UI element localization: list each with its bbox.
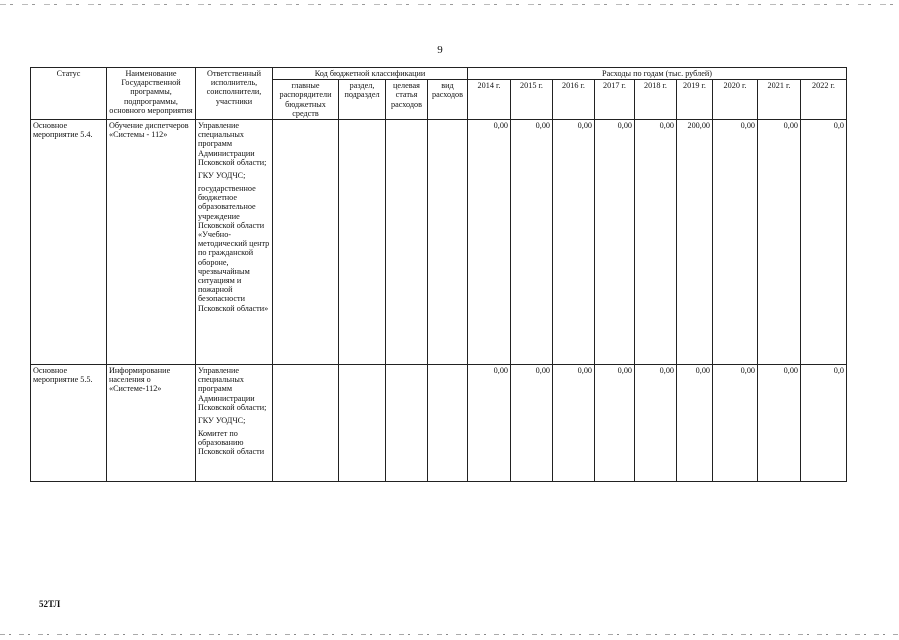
cell-expense: 0,00 [595, 119, 635, 364]
cell-expense: 0,0 [801, 119, 847, 364]
header-year: 2017 г. [595, 80, 635, 120]
cell-expense: 0,00 [553, 364, 595, 481]
cell-expense: 0,00 [713, 364, 758, 481]
header-name: Наименование Государственной программы, подпрограммы, основного мероприятия [107, 68, 196, 120]
header-year: 2014 г. [468, 80, 511, 120]
header-budget-code-group: Код бюджетной классификации [273, 68, 468, 80]
header-year: 2018 г. [635, 80, 677, 120]
header-row-1 [31, 68, 847, 80]
executor-text: Управление специальных программ Администрации Псковской области; [198, 365, 267, 412]
cell-expense: 0,00 [758, 119, 801, 364]
header-year: 2015 г. [511, 80, 553, 120]
header-year: 2022 г. [801, 80, 847, 120]
table-row [31, 364, 847, 481]
cell-code-section [339, 364, 386, 481]
cell-code-type [428, 119, 468, 364]
cell-expense: 0,00 [713, 119, 758, 364]
cell-code-target [386, 119, 428, 364]
executor-text: ГКУ УОДЧС; [198, 415, 246, 425]
executor-text: Управление специальных программ Администрации Псковской области; [198, 120, 267, 167]
cell-executors [196, 364, 273, 481]
cell-code-target [386, 364, 428, 481]
page-number: 9 [437, 44, 443, 56]
cell-expense: 0,00 [511, 119, 553, 364]
scan-edge-bottom [0, 634, 899, 635]
cell-expense: 0,00 [511, 364, 553, 481]
executor-text: Комитет по образованию Псковской области [198, 429, 265, 457]
header-status: Статус [31, 68, 107, 120]
cell-expense: 0,00 [635, 364, 677, 481]
cell-code-grbs [273, 119, 339, 364]
scan-edge-top [0, 4, 899, 5]
cell-name: Обучение диспетчеров «Системы - 112» [107, 119, 196, 364]
header-code-type: вид расходов [428, 80, 468, 120]
header-code-section: раздел, подраздел [339, 80, 386, 120]
cell-code-grbs [273, 364, 339, 481]
cell-code-section [339, 119, 386, 364]
cell-code-type [428, 364, 468, 481]
cell-expense: 0,00 [553, 119, 595, 364]
header-code-target: целевая статья расходов [386, 80, 428, 120]
cell-expense: 0,00 [758, 364, 801, 481]
header-year: 2019 г. [677, 80, 713, 120]
cell-name: Информирование населения о «Системе-112» [107, 364, 196, 481]
executor-text: ГКУ УОДЧС; [198, 170, 246, 180]
header-expenses-group: Расходы по годам (тыс. рублей) [468, 68, 847, 80]
cell-status: Основное мероприятие 5.4. [31, 119, 107, 364]
cell-status: Основное мероприятие 5.5. [31, 364, 107, 481]
cell-expense: 0,00 [468, 364, 511, 481]
cell-expense: 0,00 [595, 364, 635, 481]
cell-expense: 0,00 [635, 119, 677, 364]
footer-document-code: 52ТЛ [39, 599, 61, 609]
header-executor: Ответственный исполнитель, соисполнители, участники [196, 68, 273, 120]
cell-expense: 0,0 [801, 364, 847, 481]
cell-executors [196, 119, 273, 364]
cell-expense: 0,00 [677, 364, 713, 481]
header-code-grbs: главные распорядители бюджетных средств [273, 80, 339, 120]
budget-table [30, 67, 847, 482]
cell-expense: 200,00 [677, 119, 713, 364]
header-year: 2020 г. [713, 80, 758, 120]
table-row [31, 119, 847, 364]
header-year: 2016 г. [553, 80, 595, 120]
header-year: 2021 г. [758, 80, 801, 120]
cell-expense: 0,00 [468, 119, 511, 364]
executor-text: государственное бюджетное образовательное учреждение Псковской области «Учебно-методический центр по гражданской обороне, чрезвычайным ситуациям и пожарной безопасности Псковской области» [198, 184, 270, 313]
